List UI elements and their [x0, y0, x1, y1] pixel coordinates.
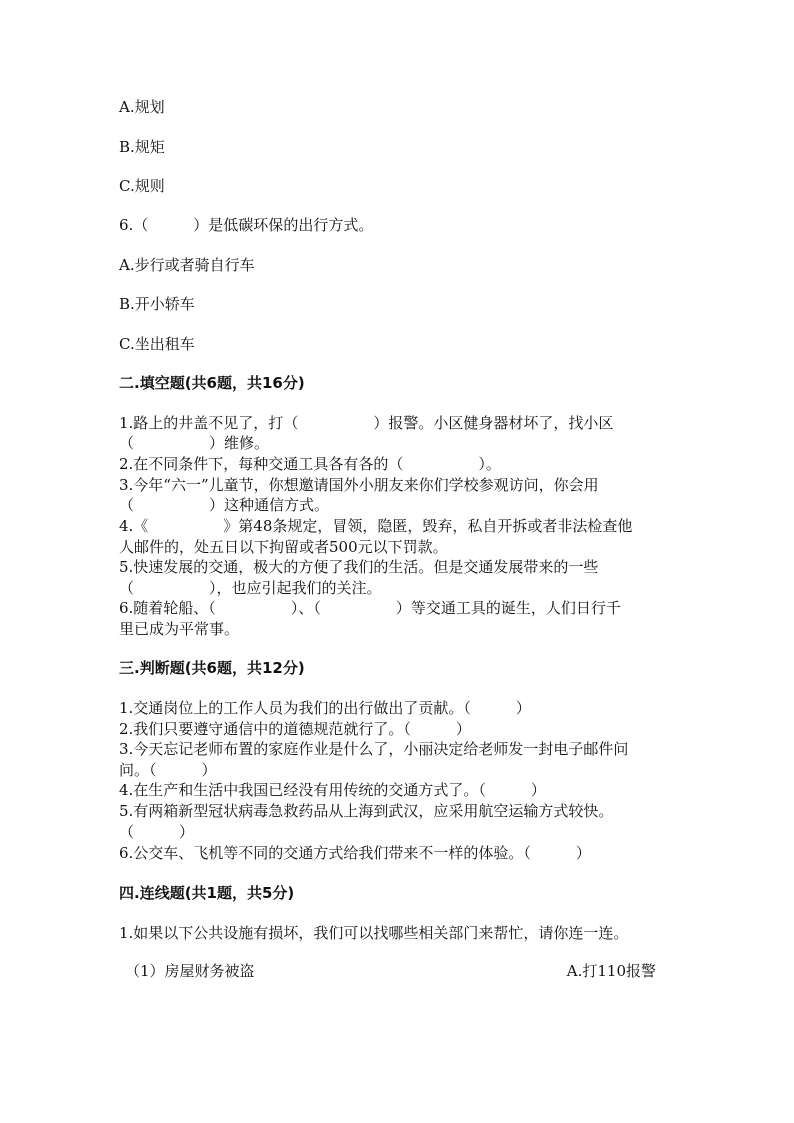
- section-title-fill-blank: 二.填空题(共6题，共16分): [119, 374, 305, 392]
- fill-line: （ ）这种通信方式。: [119, 496, 330, 514]
- q5-option-c: C.规则: [119, 177, 165, 195]
- fill-line: （ ），也应引起我们的关注。: [119, 579, 382, 597]
- q5-option-a: A.规划: [119, 98, 165, 116]
- q6-stem: 6.（ ）是低碳环保的出行方式。: [119, 216, 374, 234]
- section-title-matching: 四.连线题(共1题，共5分): [119, 884, 295, 902]
- judge-line: （ ）: [119, 823, 195, 841]
- fill-line: 人邮件的，处五日以下拘留或者500元以下罚款。: [119, 538, 448, 556]
- q6-option-a: A.步行或者骑自行车: [119, 256, 255, 274]
- q6-option-b: B.开小轿车: [119, 295, 195, 313]
- matching-stem: 1.如果以下公共设施有损坏，我们可以找哪些相关部门来帮忙，请你连一连。: [119, 924, 629, 942]
- q6-option-c: C.坐出租车: [119, 335, 195, 353]
- fill-line: 6.随着轮船、（ ）、（ ）等交通工具的诞生，人们日行千: [119, 599, 621, 617]
- section-title-judgement: 三.判断题(共6题，共12分): [119, 659, 305, 677]
- judge-line: 5.有两箱新型冠状病毒急救药品从上海到武汉，应采用航空运输方式较快。: [119, 802, 614, 820]
- judge-line: 问。（ ）: [119, 761, 217, 779]
- fill-line: （ ）维修。: [119, 434, 270, 452]
- fill-line: 5.快速发展的交通，极大的方便了我们的生活。但是交通发展带来的一些: [119, 558, 599, 576]
- judge-line: 4.在生产和生活中我国已经没有用传统的交通方式了。（ ）: [119, 781, 546, 799]
- q5-option-b: B.规矩: [119, 138, 165, 156]
- judge-line: 6.公交车、飞机等不同的交通方式给我们带来不一样的体验。（ ）: [119, 844, 591, 862]
- fill-line: 1.路上的井盖不见了，打（ ）报警。小区健身器材坏了，找小区: [119, 414, 614, 432]
- matching-right-item[interactable]: A.打110报警: [566, 962, 656, 980]
- judge-line: 3.今天忘记老师布置的家庭作业是什么了，小丽决定给老师发一封电子邮件问: [119, 740, 629, 758]
- matching-left-item[interactable]: （1）房屋财务被盗: [125, 962, 255, 980]
- fill-line: 3.今年“六一”儿童节，你想邀请国外小朋友来你们学校参观访问，你会用: [119, 476, 599, 494]
- fill-line: 4.《 》第48条规定，冒领，隐匿，毁弃，私自开拆或者非法检查他: [119, 517, 633, 535]
- judge-line: 2.我们只要遵守通信中的道德规范就行了。（ ）: [119, 720, 471, 738]
- fill-line: 里已成为平常事。: [119, 620, 240, 638]
- judge-line: 1.交通岗位上的工作人员为我们的出行做出了贡献。（ ）: [119, 699, 531, 717]
- fill-line: 2.在不同条件下，每种交通工具各有各的（ ）。: [119, 455, 501, 473]
